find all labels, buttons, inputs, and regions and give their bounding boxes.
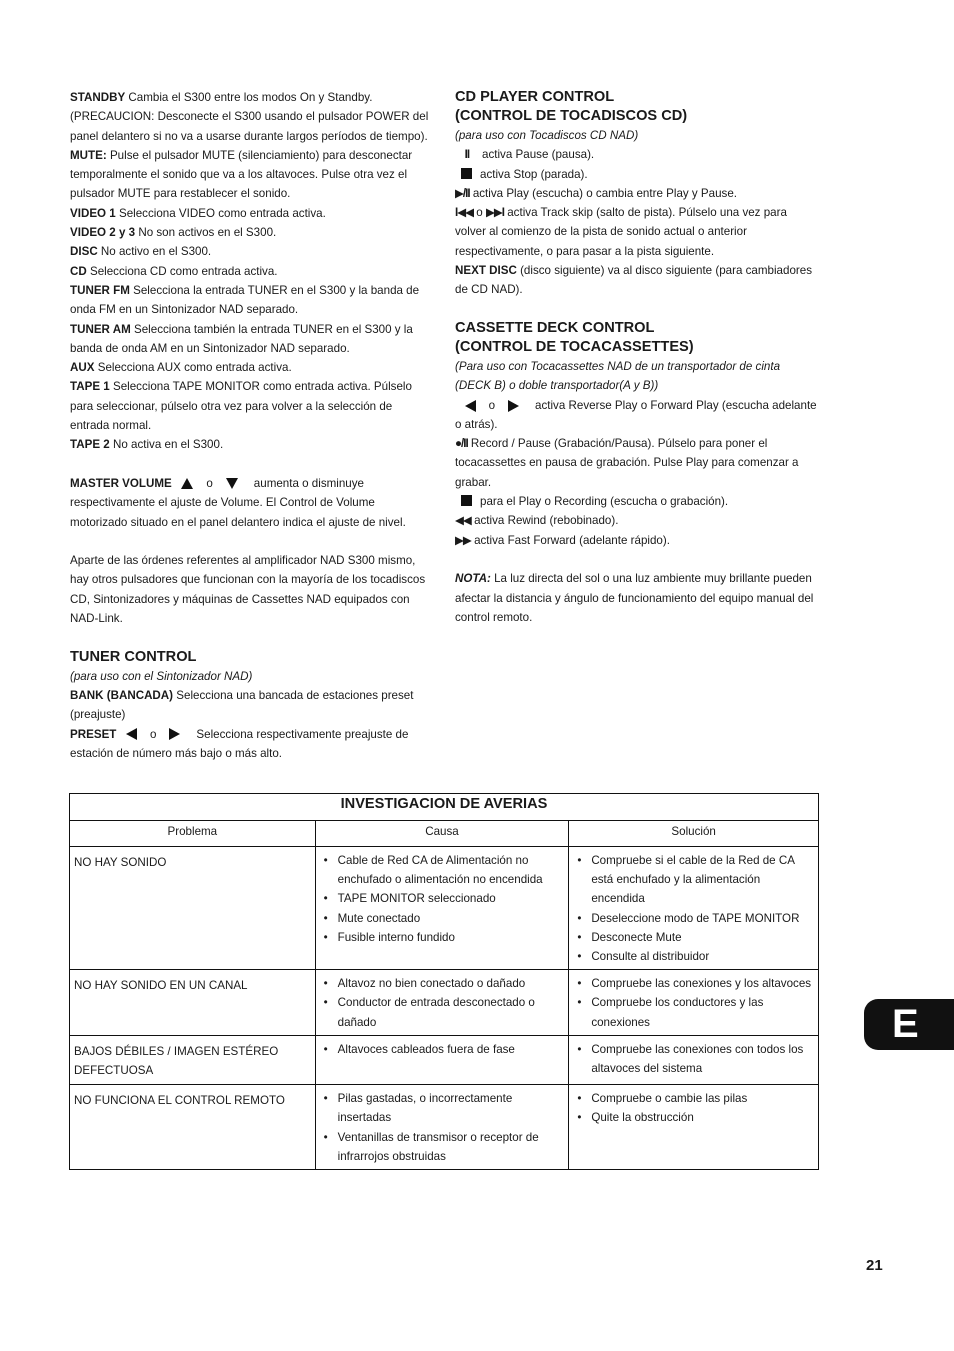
tuneram-label: TUNER AM xyxy=(70,322,131,336)
cd-label: CD xyxy=(70,264,87,278)
tunerfm-entry xyxy=(70,281,434,320)
table-row xyxy=(70,970,819,1036)
fast-forward-entry xyxy=(455,531,817,550)
record-entry xyxy=(455,434,817,492)
solution-item: • Desconecte Mute xyxy=(577,928,814,947)
master-volume-label: MASTER VOLUME xyxy=(70,476,172,490)
cause-item: • Conductor de entrada desconectado o dañado xyxy=(324,993,565,1031)
left-arrow-icon xyxy=(126,728,137,740)
tuneram-entry xyxy=(70,320,434,359)
problem-cell: BAJOS DÉBILES / IMAGEN ESTÉREO DEFECTUOSA xyxy=(70,1035,316,1084)
tape2-entry xyxy=(70,435,434,454)
aux-label: AUX xyxy=(70,361,95,375)
cause-item: • Ventanillas de transmisor o receptor de infrarrojos obstruidas xyxy=(324,1128,565,1166)
standby-text: Cambia el S300 entre los modos On y Standby. (PRECAUCION: Desconecte el S300 usando el pulsador POWER del panel delantero si no va a usarse durante largos períodos de tiempo). xyxy=(70,91,429,143)
mute-entry xyxy=(70,146,434,204)
aux-entry xyxy=(70,358,434,377)
stop-icon xyxy=(461,495,472,506)
cause-cell xyxy=(315,1035,569,1084)
preset-entry xyxy=(70,725,434,764)
nota-text: La luz directa del sol o una luz ambiente muy brillante pueden afectar la distancia y ángulo de funcionamiento del equipo manual del control remoto. xyxy=(455,572,814,624)
cd-control-heading-2: (CONTROL DE TOCADISCOS CD) xyxy=(455,108,688,124)
right-column xyxy=(455,88,817,627)
cause-item: • Cable de Red CA de Alimentación no enchufado o alimentación no encendida xyxy=(324,851,565,889)
pause-icon: II xyxy=(464,148,470,162)
cd-control-heading-1: CD PLAYER CONTROL xyxy=(455,89,615,105)
tape2-label: TAPE 2 xyxy=(70,438,110,452)
skip-entry xyxy=(455,203,817,261)
stop-icon xyxy=(461,168,472,179)
standby-label: STANDBY xyxy=(70,91,126,104)
disc-label: DISC xyxy=(70,245,98,259)
rewind-text: activa Rewind (rebobinado). xyxy=(470,514,619,528)
next-disc-entry xyxy=(455,261,817,300)
bank-text: Selecciona una bancada de estaciones preset (preajuste) xyxy=(70,688,414,722)
problem-cell: NO FUNCIONA EL CONTROL REMOTO xyxy=(70,1085,316,1170)
aux-text: Selecciona AUX como entrada activa. xyxy=(94,361,292,375)
stop-recording-entry xyxy=(455,492,817,511)
master-volume-or: o xyxy=(206,476,213,490)
cd-entry xyxy=(70,262,434,281)
master-volume-entry xyxy=(70,474,434,532)
disc-text: No activo en el S300. xyxy=(97,245,212,259)
video1-entry xyxy=(70,204,434,223)
solution-item: • Compruebe las conexiones con todos los altavoces del sistema xyxy=(577,1040,814,1078)
reverse-forward-text: activa Reverse Play o Forward Play (escucha adelante o atrás). xyxy=(455,398,817,431)
solution-cell xyxy=(569,847,819,970)
solution-item: • Deseleccione modo de TAPE MONITOR xyxy=(577,909,814,928)
tuneram-text: Selecciona también la entrada TUNER en el S300 y la banda de onda AM en un Sintonizador NAD separado. xyxy=(70,322,413,355)
down-arrow-icon xyxy=(226,478,238,489)
forward-play-icon xyxy=(508,400,519,412)
right-arrow-icon xyxy=(169,728,180,740)
left-column xyxy=(70,88,434,763)
skip-back-icon: I◀◀ xyxy=(455,206,474,220)
table-header-row xyxy=(70,821,819,847)
cause-cell xyxy=(315,847,569,970)
tape2-text: No activa en el S300. xyxy=(109,438,224,452)
table-title-row xyxy=(70,794,819,821)
header-problem: Problema xyxy=(70,821,316,847)
rewind-entry xyxy=(455,511,817,530)
skip-forward-icon: ▶▶I xyxy=(485,206,505,220)
cause-item: • TAPE MONITOR seleccionado xyxy=(324,889,565,908)
problem-cell: NO HAY SONIDO EN UN CANAL xyxy=(70,970,316,1036)
cause-item: • Altavoces cableados fuera de fase xyxy=(324,1040,565,1059)
pause-entry xyxy=(455,145,817,164)
cassette-control-subtitle: (Para uso con Tocacassettes NAD de un transportador de cinta (DECK B) o doble transportador(A y B)) xyxy=(455,359,781,393)
apart-paragraph: Aparte de las órdenes referentes al amplificador NAD S300 mismo, hay otros pulsadores que funcionan con la mayoría de los tocadiscos CD, Sintonizadores y máquinas de Cassettes NAD equipados con NAD-Link. xyxy=(70,554,426,626)
solution-cell xyxy=(569,1035,819,1084)
solution-item: • Quite la obstrucción xyxy=(577,1108,814,1127)
tape1-label: TAPE 1 xyxy=(70,380,110,394)
up-arrow-icon xyxy=(181,478,193,489)
next-disc-text: (disco siguiente) va al disco siguiente (para cambiadores de CD NAD). xyxy=(455,264,812,297)
rewind-icon: ◀◀ xyxy=(455,514,471,528)
preset-label: PRESET xyxy=(70,727,117,741)
cause-item: • Pilas gastadas, o incorrectamente insertadas xyxy=(324,1089,565,1127)
cd-control-subtitle: (para uso con Tocadiscos CD NAD) xyxy=(455,129,639,142)
master-volume-text: aumenta o disminuye respectivamente el ajuste de Volume. El Control de Volume motorizado situado en el panel delantero indica el ajuste de nivel. xyxy=(70,476,406,529)
problem-cell: NO HAY SONIDO xyxy=(70,847,316,970)
pause-text: activa Pause (pausa). xyxy=(482,148,595,162)
tunerfm-label: TUNER FM xyxy=(70,283,130,297)
troubleshooting-table xyxy=(69,793,819,1170)
reverse-forward-entry xyxy=(455,396,817,435)
video1-text: Selecciona VIDEO como entrada activa. xyxy=(115,206,326,220)
next-disc-label: NEXT DISC xyxy=(455,264,517,278)
tuner-control-subtitle: (para uso con el Sintonizador NAD) xyxy=(70,669,253,683)
video1-label: VIDEO 1 xyxy=(70,206,116,220)
video23-text: No son activos en el S300. xyxy=(135,226,277,240)
solution-item: • Consulte al distribuidor xyxy=(577,947,814,966)
solution-item: • Compruebe los conductores y las conexiones xyxy=(577,993,814,1031)
language-tab: E xyxy=(864,999,954,1050)
solution-cell xyxy=(569,970,819,1036)
preset-or: o xyxy=(149,727,157,741)
mute-text: Pulse el pulsador MUTE (silenciamiento) para desconectar temporalmente el sonido que va a los altavoces. Pulse otra vez el pulsador MUTE para restablecer el sonido. xyxy=(70,148,413,201)
record-pause-icon: ●/II xyxy=(455,437,468,451)
header-cause: Causa xyxy=(315,821,569,847)
tuner-control-heading: TUNER CONTROL xyxy=(70,648,197,665)
table-row xyxy=(70,1085,819,1170)
reverse-or: o xyxy=(488,398,496,412)
table-row xyxy=(70,1035,819,1084)
solution-item: • Compruebe las conexiones y los altavoces xyxy=(577,974,814,993)
cassette-control-heading-1: CASSETTE DECK CONTROL xyxy=(455,319,655,336)
table-title: INVESTIGACION DE AVERIAS xyxy=(70,794,819,821)
play-entry xyxy=(455,184,817,203)
solution-item: • Compruebe o cambie las pilas xyxy=(577,1089,814,1108)
cause-item: • Fusible interno fundido xyxy=(324,928,565,947)
page-number: 21 xyxy=(866,1257,883,1274)
bank-label: BANK (BANCADA) xyxy=(70,688,174,702)
skip-text: activa Track skip (salto de pista). Púlselo una vez para volver al comienzo de la pista de sonido actual o anterior respectivamente, o para pasar a la pista siguiente. xyxy=(455,206,787,258)
solution-cell xyxy=(569,1085,819,1170)
header-solution: Solución xyxy=(569,821,819,847)
cause-cell xyxy=(315,970,569,1036)
cd-text: Selecciona CD como entrada activa. xyxy=(86,264,278,278)
disc-entry xyxy=(70,242,434,261)
tape1-entry xyxy=(70,377,434,435)
tunerfm-text: Selecciona la entrada TUNER en el S300 y la banda de onda FM en un Sintonizador NAD separado. xyxy=(70,283,420,317)
nota-entry xyxy=(455,569,817,627)
table-row xyxy=(70,847,819,970)
reverse-play-icon xyxy=(465,400,476,412)
play-text: activa Play (escucha) o cambia entre Play y Pause. xyxy=(469,186,738,200)
mute-label: MUTE: xyxy=(70,148,107,162)
cassette-control-heading-2: (CONTROL DE TOCACASSETTES) xyxy=(455,338,694,355)
stop-recording-text: para el Play o Recording (escucha o grabación). xyxy=(480,495,729,509)
record-text: Record / Pause (Grabación/Pausa). Púlselo para poner el tocacassettes en pausa de grabación. Pulse Play para comenzar a grabar. xyxy=(455,437,799,489)
fast-forward-icon: ▶▶ xyxy=(455,533,471,547)
cause-item: • Mute conectado xyxy=(324,909,565,928)
stop-text: activa Stop (parada). xyxy=(480,167,588,181)
standby-entry xyxy=(70,88,434,146)
cause-item: • Altavoz no bien conectado o dañado xyxy=(324,974,565,993)
stop-entry xyxy=(455,165,817,184)
video23-entry xyxy=(70,223,434,242)
solution-item: • Compruebe si el cable de la Red de CA está enchufado y la alimentación encendida xyxy=(577,851,814,909)
skip-or: o xyxy=(473,206,486,220)
tape1-text: Selecciona TAPE MONITOR como entrada activa. Púlselo para seleccionar, púlselo otra vez para volver a la selección de entrada normal. xyxy=(70,380,412,433)
nota-label: NOTA: xyxy=(455,572,491,586)
bank-entry xyxy=(70,686,434,725)
fast-forward-text: activa Fast Forward (adelante rápido). xyxy=(470,533,670,547)
play-pause-icon: ▶/II xyxy=(455,186,470,200)
video23-label: VIDEO 2 y 3 xyxy=(70,226,136,240)
cause-cell xyxy=(315,1085,569,1170)
preset-text: Selecciona respectivamente preajuste de estación de número más bajo o más alto. xyxy=(70,727,409,760)
